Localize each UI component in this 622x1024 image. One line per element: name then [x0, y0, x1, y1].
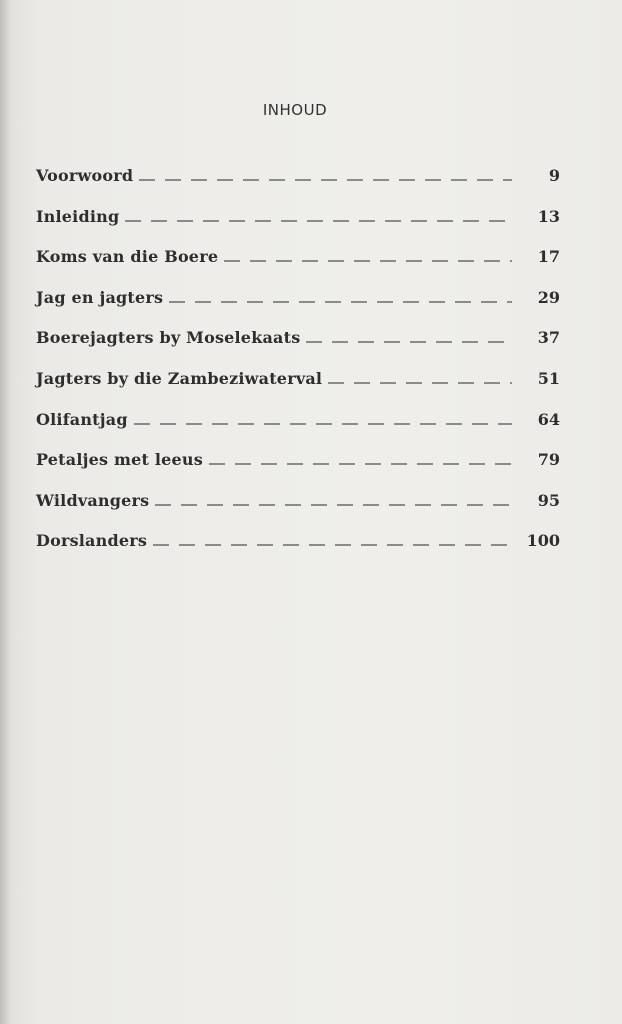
toc-dot-leader [155, 500, 512, 506]
toc-entry-label: Koms van die Boere [36, 247, 219, 267]
toc-entry-label: Voorwoord [36, 166, 134, 185]
toc-dot-leader [306, 337, 512, 343]
toc-entry-page-number: 79 [537, 450, 560, 470]
toc-dot-leader [134, 419, 512, 425]
toc-entry-label: Dorslanders [36, 531, 148, 551]
toc-entry-inleiding [36, 207, 560, 248]
toc-dot-leader [139, 175, 512, 181]
toc-entry-voorwoord [36, 166, 560, 207]
toc-entry-page-number: 13 [537, 206, 560, 226]
toc-entry-jag-en-jagters [36, 288, 560, 329]
toc-entry-page-number: 17 [537, 247, 560, 267]
page-title: INHOUD [262, 101, 328, 119]
toc-entry-label: Jag en jagters [36, 287, 164, 307]
toc-entry-label: Boerejagters by Moselekaats [36, 328, 301, 348]
toc-entry-dorslanders [36, 531, 560, 572]
toc-dot-leader [209, 459, 512, 465]
toc-dot-leader [153, 540, 512, 546]
toc-entry-page-number: 37 [537, 328, 560, 348]
toc-entry-jagters-by-die-zambeziwaterval [36, 369, 560, 410]
toc-entry-page-number: 51 [537, 368, 560, 388]
toc-entry-label: Wildvangers [36, 490, 150, 510]
toc-dot-leader [224, 256, 512, 262]
toc-entry-page-number: 64 [537, 409, 560, 429]
toc-entry-label: Petaljes met leeus [36, 450, 203, 470]
toc-entry-boerejagters-by-moselekaats [36, 328, 560, 369]
toc-entry-page-number: 9 [548, 166, 560, 185]
toc-entry-koms-van-die-boere [36, 247, 560, 288]
toc-dot-leader [125, 216, 512, 222]
toc-dot-leader [169, 297, 512, 303]
toc-entry-olifantjag [36, 410, 560, 451]
toc-entry-page-number: 100 [526, 531, 560, 551]
toc-entry-page-number: 29 [537, 287, 560, 307]
page-edge-shadow [0, 0, 10, 1024]
toc-entry-label: Olifantjag [36, 409, 128, 429]
toc-dot-leader [328, 378, 512, 384]
toc-entry-page-number: 95 [537, 490, 560, 510]
toc-entry-wildvangers [36, 491, 560, 532]
toc-entry-label: Jagters by die Zambeziwaterval [36, 368, 323, 388]
toc-entry-label: Inleiding [36, 206, 120, 226]
toc-entry-petaljes-met-leeus [36, 450, 560, 491]
table-of-contents [36, 166, 560, 572]
